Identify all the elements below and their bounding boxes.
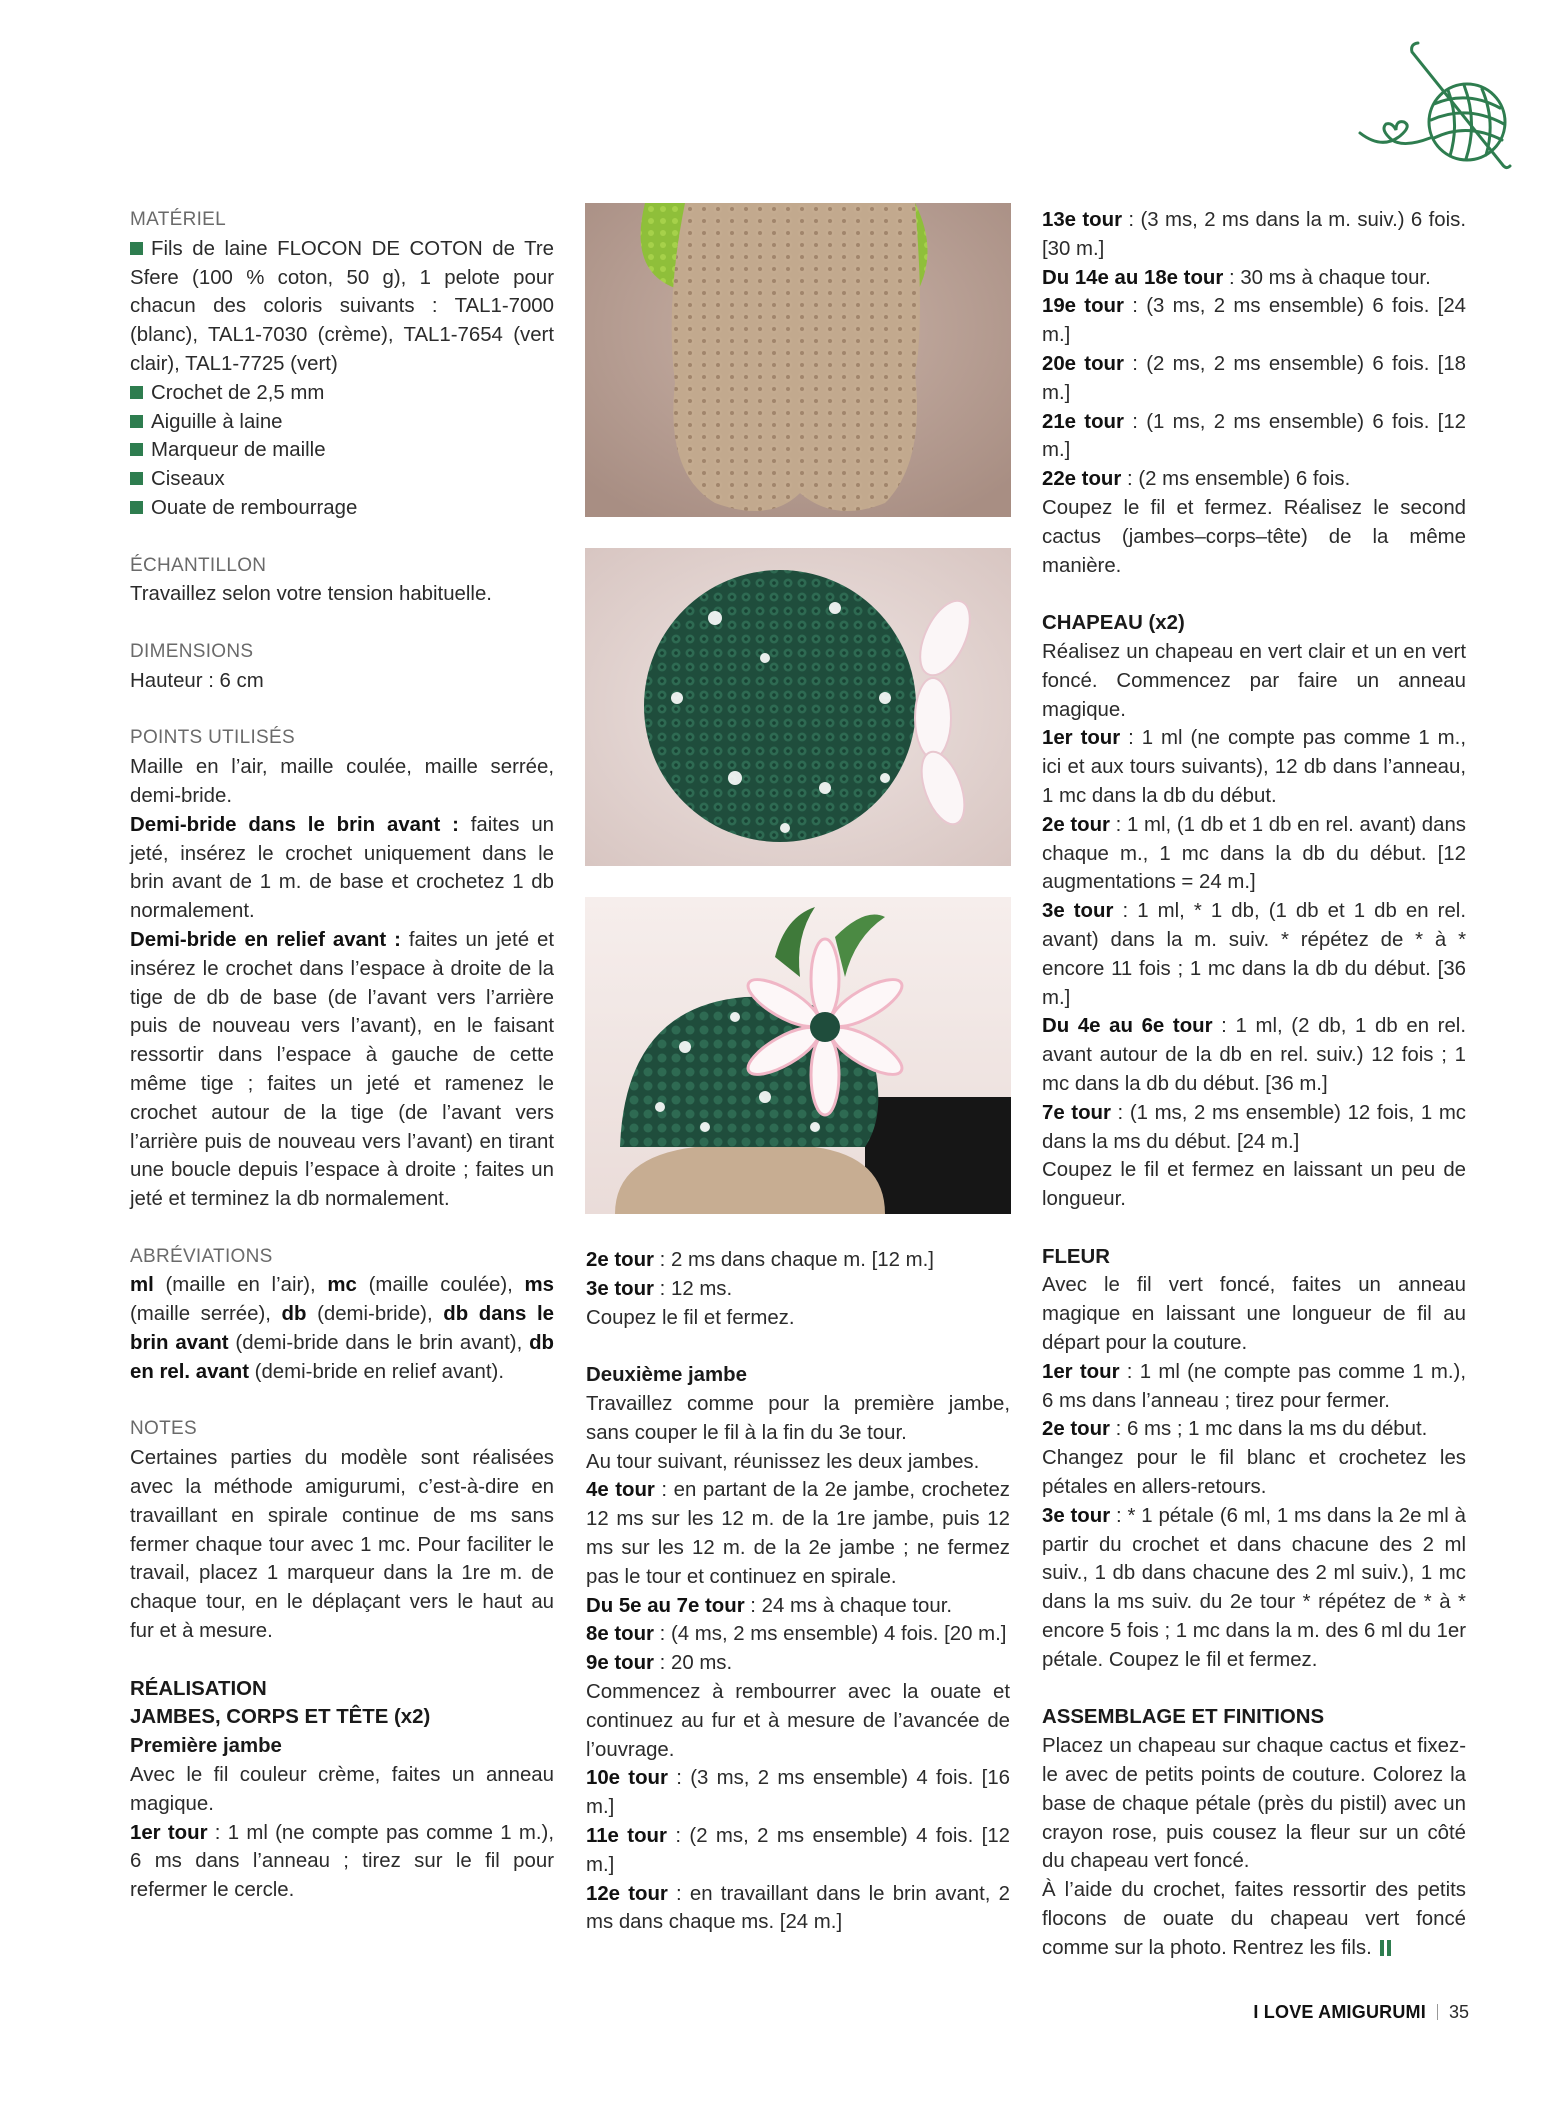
bullet-square-icon — [130, 415, 143, 428]
round-instruction: 2e tour : 2 ms dans chaque m. [12 m.] — [586, 1249, 934, 1271]
page-number: 35 — [1448, 2002, 1469, 2022]
round-instruction: 11e tour : (2 ms, 2 ms ensemble) 4 fois. [12 m.] — [586, 1824, 1010, 1876]
materiel-item: Marqueur de maille — [130, 436, 554, 465]
end-mark-icon — [1380, 1940, 1384, 1956]
round-instruction: 2e tour : 1 ml, (1 db et 1 db en rel. avant) dans chaque m., 1 mc dans la db du début. [12 augmentations = 24 m.] — [1042, 813, 1467, 894]
photo-cactus-flower — [585, 897, 1011, 1214]
notes-text: Certaines parties du modèle sont réalisées avec la méthode amigurumi, c’est-à-dire en travaillant en spirale continue de ms sans fermer chaque tour avec 1 mc. Pour faciliter le travail, placez 1 marqueur dans la 1re m. de chaque tour, en le déplaçant vers le haut au fur et à mesure. — [130, 1447, 554, 1643]
round-instruction: 13e tour : (3 ms, 2 ms dans la m. suiv.) 6 fois. [30 m.] — [1042, 209, 1467, 260]
round-instruction: 1er tour : 1 ml (ne compte pas comme 1 m.), 6 ms dans l’anneau ; tirez sur le fil pour refermer le cercle. — [130, 1821, 555, 1902]
chapeau-intro: Réalisez un chapeau en vert clair et un en vert foncé. Commencez par faire un anneau magique. — [1042, 640, 1466, 721]
points-definition: Demi-bride dans le brin avant : faites un jeté, insérez le crochet uniquement dans le brin avant de 1 m. de base et crochetez 1 db normalement. — [130, 813, 554, 923]
dimensions-text: Hauteur : 6 cm — [130, 669, 264, 692]
round-instruction: 3e tour : 12 ms. — [586, 1277, 733, 1300]
magazine-name: I LOVE AMIGURUMI — [1253, 2002, 1426, 2022]
bullet-square-icon — [130, 443, 143, 456]
round-instruction: 20e tour : (2 ms, 2 ms ensemble) 6 fois. [18 m.] — [1042, 352, 1466, 404]
round-instruction: 12e tour : en travaillant dans le brin avant, 2 ms dans chaque ms. [24 m.] — [586, 1882, 1010, 1934]
round-instruction: 22e tour : (2 ms ensemble) 6 fois. — [1042, 468, 1351, 491]
premiere-jambe-heading: Première jambe — [130, 1735, 282, 1758]
round-instruction: 3e tour : 1 ml, * 1 db, (1 db et 1 db en rel. avant) dans la m. suiv. * répétez de * à * encore 11 fois ; 1 mc dans la db du début. [36 m.] — [1042, 900, 1466, 1009]
round-instruction: 2e tour : 6 ms ; 1 mc dans la ms du début. — [1042, 1418, 1428, 1441]
echantillon-heading: ÉCHANTILLON — [130, 554, 267, 576]
materiel-item: Fils de laine FLOCON DE COTON de Tre Sfere (100 % coton, 50 g), 1 pelote pour chacun des coloris suivants : TAL1-7000 (blanc), TAL1-7030 (crème), TAL1-7654 (vert clair), TAL1-7725 (vert) — [130, 237, 554, 375]
column-middle — [586, 1246, 1010, 1937]
round-instruction: 1er tour : 1 ml (ne compte pas comme 1 m., ici et aux tours suivants), 12 db dans l’anneau, 1 mc dans la db du début. — [1042, 727, 1466, 807]
bullet-square-icon — [130, 501, 143, 514]
yarn-ball-crochet-hook-heart-icon — [1352, 38, 1522, 178]
materiel-item: Ouate de rembourrage — [130, 494, 554, 523]
round-instruction: Du 14e au 18e tour : 30 ms à chaque tour. — [1042, 266, 1431, 289]
page-footer — [1253, 2002, 1469, 2023]
realisation-subheading: JAMBES, CORPS ET TÊTE (x2) — [130, 1706, 431, 1729]
column-left — [130, 206, 554, 1905]
materiel-item: Aiguille à laine — [130, 408, 554, 437]
round-instruction: Du 5e au 7e tour : 24 ms à chaque tour. — [586, 1594, 953, 1617]
assemblage-text: À l’aide du crochet, faites ressortir des petits flocons de ouate du chapeau vert foncé comme sur la photo. Rentrez les fils. — [1042, 1879, 1466, 1959]
materiel-item: Ciseaux — [130, 465, 554, 494]
fleur-intro: Avec le fil vert foncé, faites un anneau magique en laissant une longueur de fil au départ pour la couture. — [1042, 1274, 1466, 1355]
points-intro: Maille en l’air, maille coulée, maille serrée, demi-bride. — [130, 756, 554, 807]
round-instruction: 9e tour : 20 ms. — [586, 1652, 733, 1675]
points-definition: Demi-bride en relief avant : faites un jeté et insérez le crochet dans l’espace à droite de la tige de db de base (de l’avant vers l’arrière puis de nouveau vers l’avant), en le faisant ressortir dans l’espace à gauche de cette même tige ; faites un jeté et ramenez le crochet autour de la tige (de l’avant vers l’arrière puis de nouveau vers l’avant) en tirant une boucle depuis l’espace à droite ; faites un jeté et terminez la db normalement. — [130, 928, 554, 1211]
round-instruction: 10e tour : (3 ms, 2 ms ensemble) 4 fois. [16 m.] — [586, 1767, 1010, 1819]
round-instruction: 19e tour : (3 ms, 2 ms ensemble) 6 fois. [24 m.] — [1042, 295, 1466, 347]
realisation-heading: RÉALISATION — [130, 1677, 267, 1700]
deuxieme-jambe-text: Travaillez comme pour la première jambe, sans couper le fil à la fin du 3e tour. — [586, 1392, 1010, 1444]
deuxieme-jambe-heading: Deuxième jambe — [586, 1364, 747, 1387]
premiere-jambe-intro: Avec le fil couleur crème, faites un anneau magique. — [130, 1764, 554, 1815]
assemblage-text: Placez un chapeau sur chaque cactus et fixez-le avec de petits points de couture. Colorez la base de chaque pétale (près du pistil) avec un crayon rose, puis cousez la fleur sur un côté du chapeau vert foncé. — [1042, 1735, 1466, 1873]
materiel-heading: MATÉRIEL — [130, 209, 227, 230]
abreviations-text: ml (maille en l’air), mc (maille coulée), ms (maille serrée), db (demi-bride), db dans le brin avant (demi-bride dans le brin avant), db en rel. avant (demi-bride en relief avant). — [130, 1274, 554, 1383]
dimensions-heading: DIMENSIONS — [130, 640, 254, 662]
bullet-square-icon — [130, 472, 143, 485]
round-instruction: 7e tour : (1 ms, 2 ms ensemble) 12 fois, 1 mc dans la ms du début. [24 m.] — [1042, 1101, 1466, 1153]
materiel-item: Crochet de 2,5 mm — [130, 379, 554, 408]
round-instruction: 8e tour : (4 ms, 2 ms ensemble) 4 fois. [20 m.] — [586, 1623, 1007, 1646]
abreviations-heading: ABRÉVIATIONS — [130, 1245, 273, 1267]
round-instruction: Du 4e au 6e tour : 1 ml, (2 db, 1 db en rel. avant autour de la db en rel. suiv.) 12 fois ; 1 mc dans la db du début. [36 m.] — [1042, 1015, 1466, 1095]
chapeau-heading: CHAPEAU (x2) — [1042, 612, 1185, 635]
bullet-square-icon — [130, 386, 143, 399]
assemblage-heading: ASSEMBLAGE ET FINITIONS — [1042, 1706, 1325, 1729]
bullet-square-icon — [130, 242, 143, 255]
cut-instruction: Coupez le fil et fermez en laissant un peu de longueur. — [1042, 1159, 1466, 1211]
round-instruction: 21e tour : (1 ms, 2 ms ensemble) 6 fois. [12 m.] — [1042, 410, 1466, 462]
column-right — [1042, 206, 1466, 1963]
photo-dark-green-hat — [585, 548, 1011, 866]
round-instruction: 3e tour : * 1 pétale (6 ml, 1 ms dans la 2e ml à partir du crochet et dans chacune des 2 ml suiv., 1 db dans chacune des 2 ml suiv.), 1 mc dans la ms suiv. du 2e tour * répétez de * à * encore 5 fois ; 1 mc dans la m. des 6 ml du 1er pétale. Coupez le fil et fermez. — [1042, 1504, 1466, 1671]
points-heading: POINTS UTILISÉS — [130, 727, 295, 749]
cut-instruction: Coupez le fil et fermez. — [586, 1306, 795, 1329]
fleur-change-text: Changez pour le fil blanc et crochetez les pétales en allers-retours. — [1042, 1447, 1466, 1499]
end-mark-icon — [1387, 1940, 1391, 1956]
tour-suivant-text: Au tour suivant, réunissez les deux jambes. — [586, 1450, 980, 1473]
round-instruction: 1er tour : 1 ml (ne compte pas comme 1 m.), 6 ms dans l’anneau ; tirez pour fermer. — [1042, 1360, 1467, 1412]
notes-heading: NOTES — [130, 1418, 197, 1440]
echantillon-text: Travaillez selon votre tension habituelle. — [130, 583, 492, 606]
rembourrer-text: Commencez à rembourrer avec la ouate et continuez au fur et à mesure de l’avancée de l’ouvrage. — [586, 1680, 1010, 1761]
photo-cactus-legs — [585, 203, 1011, 517]
fleur-heading: FLEUR — [1042, 1245, 1110, 1268]
round-instruction: 4e tour : en partant de la 2e jambe, crochetez 12 ms sur les 12 m. de la 1re jambe, puis 12 ms sur les 12 m. de la 2e jambe ; ne fermez pas le tour et continuez en spirale. — [586, 1479, 1010, 1588]
cut-instruction: Coupez le fil et fermez. Réalisez le second cactus (jambes–corps–tête) de la même manière. — [1042, 496, 1466, 577]
